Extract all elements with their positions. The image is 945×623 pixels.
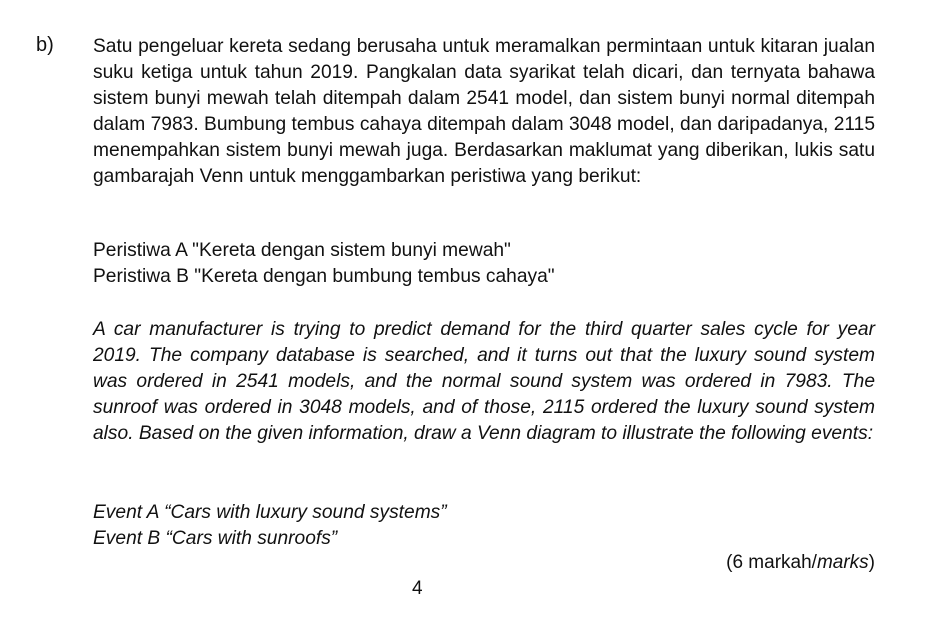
- malay-events: [93, 238, 875, 290]
- marks-suffix: ): [868, 552, 875, 573]
- marks-prefix: (6 markah/: [726, 552, 817, 573]
- question-label: b): [36, 34, 54, 56]
- english-event-b: Event B “Cars with sunroofs”: [93, 528, 338, 549]
- malay-event-b: Peristiwa B "Kereta dengan bumbung tembus cahaya": [93, 266, 555, 287]
- marks-allocation: [726, 552, 875, 574]
- english-question-text: A car manufacturer is trying to predict demand for the third quarter sales cycle for year 2019. The company database is searched, and it turns out that the luxury sound system was ordered in 2541 models, and the normal sound system was ordered in 7983. The sunroof was ordered in 3048 models, and of those, 2115 ordered the luxury sound system also. Based on the given information, draw a Venn diagram to illustrate the following events:: [93, 319, 875, 444]
- english-event-a: Event A “Cars with luxury sound systems”: [93, 502, 447, 523]
- malay-event-a: Peristiwa A "Kereta dengan sistem bunyi mewah": [93, 240, 511, 261]
- malay-question-text: Satu pengeluar kereta sedang berusaha untuk meramalkan permintaan untuk kitaran jualan suku ketiga untuk tahun 2019. Pangkalan data syarikat telah dicari, dan ternyata bahawa sistem bunyi mewah telah ditempah dalam 2541 model, dan sistem bunyi normal ditempah dalam 7983. Bumbung tembus cahaya ditempah dalam 3048 model, dan daripadanya, 2115 menempahkan sistem bunyi mewah juga. Berdasarkan maklumat yang diberikan, lukis satu gambarajah Venn untuk menggambarkan peristiwa yang berikut:: [93, 36, 875, 187]
- marks-italic: marks: [816, 552, 869, 573]
- english-events: [93, 500, 875, 552]
- page-number: 4: [412, 578, 423, 599]
